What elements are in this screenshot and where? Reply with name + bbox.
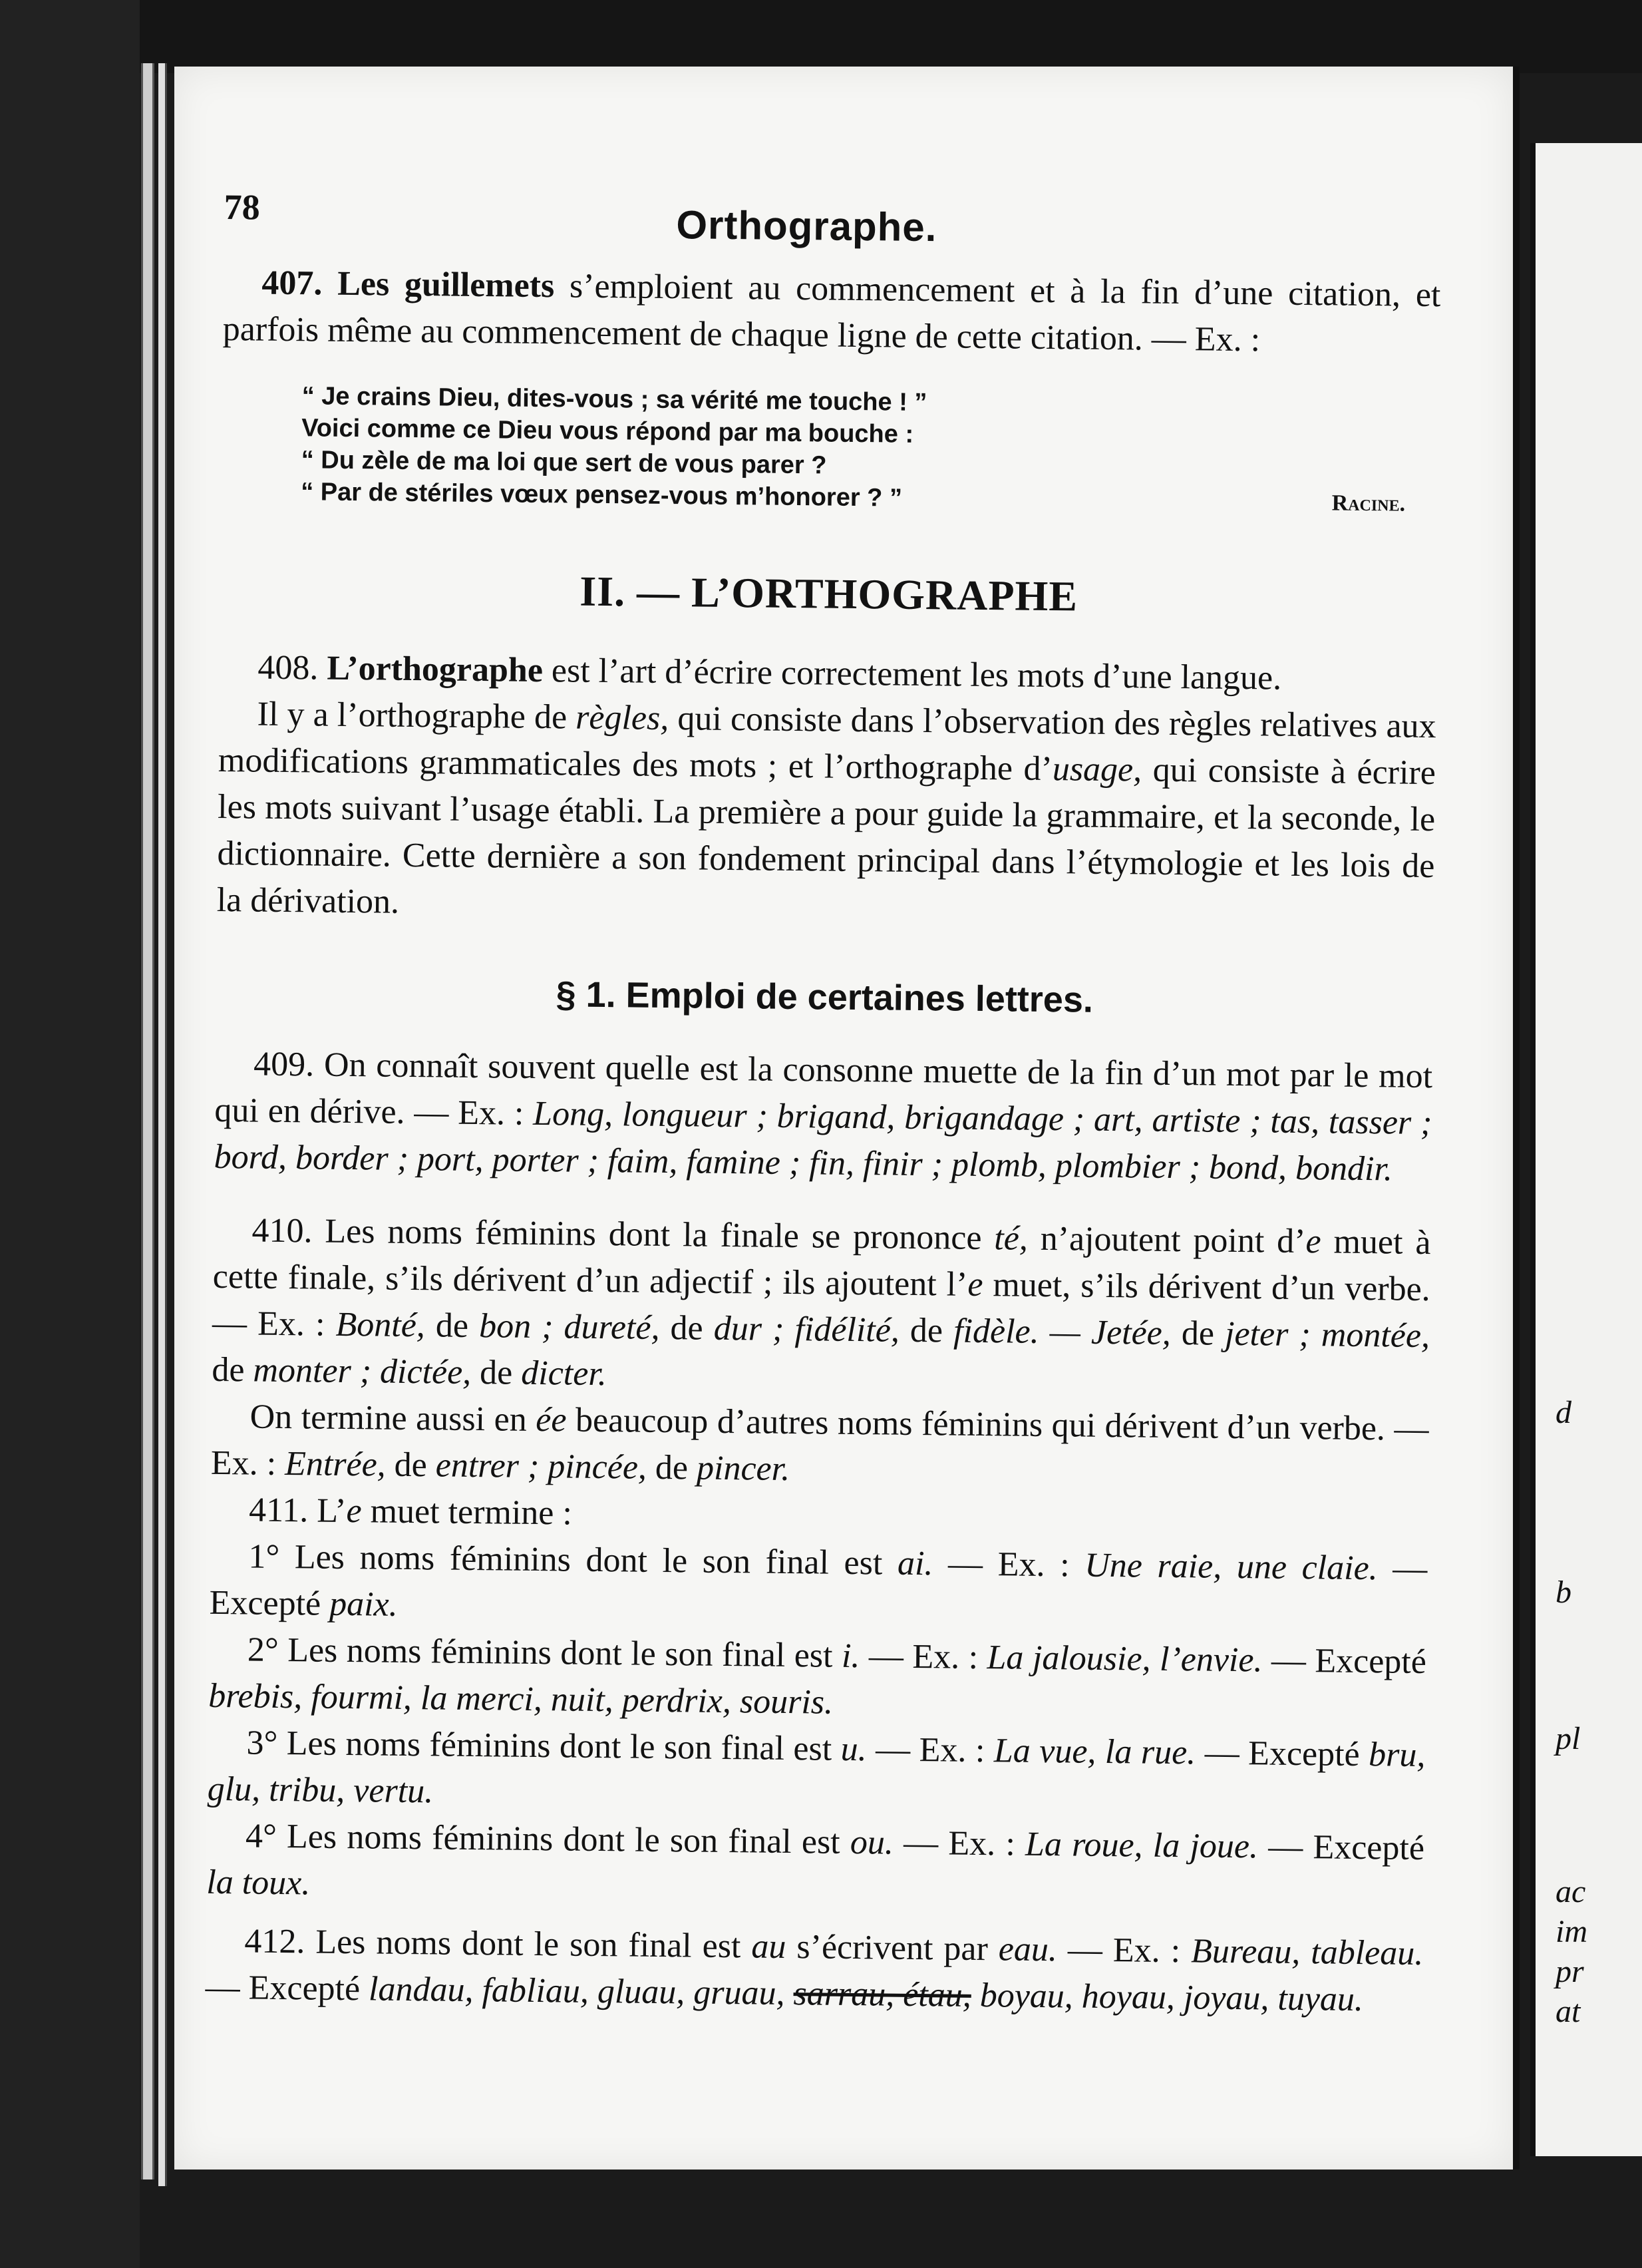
text-run: — Excepté [209, 1549, 1428, 1623]
subsection-title: § 1. Emploi de certaines lettres. [556, 974, 1094, 1020]
list-item [207, 1720, 1425, 1825]
text-run: de [385, 1445, 436, 1485]
emphasis: ai. [897, 1544, 933, 1583]
example-word: fidèle. — Jetée, [953, 1312, 1172, 1352]
text-run: Il y a l’orthographe de [257, 695, 576, 737]
emphasis: usage, [1052, 750, 1142, 789]
text-run: Les noms féminins dont le son final est [279, 1537, 898, 1583]
citation-line: “ Du zèle de ma loi que sert de vous parer ? [301, 446, 827, 480]
emphasis: e [346, 1492, 362, 1531]
examples: La vue, la rue. [993, 1732, 1196, 1772]
exceptions: brebis, fourmi, la merci, nuit, perdrix, souris. [208, 1676, 834, 1722]
citation-block [300, 380, 1406, 519]
text-run: de [646, 1448, 697, 1487]
next-page-fragment: b [1556, 1575, 1571, 1610]
emphasis: i. [841, 1636, 860, 1676]
scan-left-border [0, 0, 140, 2268]
text-run: Les noms dont le son final est [305, 1923, 752, 1966]
next-page-edge [1530, 143, 1642, 2156]
paragraph-text: est l’art d’écrire correctement les mots d’une langue. [542, 652, 1282, 697]
examples: La roue, la joue. [1025, 1825, 1259, 1866]
text-run: — Excepté [1262, 1641, 1427, 1682]
emphasis: e [967, 1265, 983, 1304]
text-run: s’écrivent par [786, 1927, 999, 1969]
text-run: n’ajoutent point d’ [1027, 1219, 1306, 1261]
example-word: Bonté, [335, 1305, 426, 1345]
example-word: Entrée, [284, 1445, 387, 1484]
text-run: — Ex. : [866, 1730, 995, 1770]
exceptions: paix. [329, 1585, 398, 1624]
emphasis: u. [840, 1730, 868, 1769]
paragraph-text: s’emploient au commencement et à la fin d’une citation, et parfois même au commencement de chaque ligne de cette citation. — Ex. : [222, 267, 1441, 359]
text-run: muet à cette finale, s’ils dérivent d’un adjectif ; ils ajoutent l’ [212, 1223, 1431, 1304]
list-item [206, 1813, 1424, 1919]
text-run: muet, s’ils dérivent d’un verbe. — Ex. : [212, 1266, 1431, 1344]
paragraph-number: 407. [261, 264, 323, 303]
emphasis: au [751, 1927, 786, 1966]
paragraph-410 [212, 1207, 1431, 1406]
citation-line: “ Je crains Dieu, dites-vous ; sa vérité me touche ! ” [301, 382, 927, 417]
paragraph-412 [205, 1918, 1423, 2024]
list-marker: 2° [247, 1630, 279, 1669]
book-spine-edge [141, 63, 154, 2179]
text-run: L’ [307, 1491, 347, 1531]
term: Les guillemets [337, 264, 555, 305]
text-run: de [470, 1353, 522, 1392]
struck-exceptions: sarrau, étau, [793, 1975, 972, 2014]
citation-line: Voici comme ce Dieu vous répond par ma bouche : [301, 414, 914, 449]
example-word: jeter ; montée, [1224, 1314, 1430, 1356]
paragraph-number: 412. [244, 1922, 305, 1961]
text-run: de [212, 1350, 253, 1390]
examples: Long, longueur ; brigand, brigandage ; art, artiste ; tas, tasser ; bord, border ; port, porter ; faim, famine ; fin, finir ; plomb, plombier ; bond, bondir. [214, 1094, 1432, 1189]
running-head [224, 186, 1442, 272]
list-marker: 4° [245, 1817, 277, 1855]
example-word: entrer ; pincée, [435, 1446, 647, 1487]
paragraph-408-continued [216, 691, 1436, 936]
example-word: dicter. [521, 1354, 607, 1394]
page-number: 78 [224, 186, 260, 228]
emphasis: règles, [575, 698, 669, 738]
text-run: On termine aussi en [249, 1398, 536, 1439]
text-run: Les noms féminins dont le son final est [277, 1724, 842, 1768]
text-run: — Excepté [1257, 1827, 1425, 1868]
example-word: bon ; dureté, [478, 1307, 660, 1347]
text-run: beaucoup d’autres noms féminins qui dérivent d’un verbe. — Ex. : [210, 1401, 1429, 1483]
text-run: de [424, 1306, 480, 1346]
text-run: — Ex. : [933, 1545, 1085, 1585]
exceptions: landau, fabliau, gluau, gruau, [368, 1970, 794, 2013]
text-run: muet termine : [361, 1492, 573, 1533]
text-run: Les noms féminins dont le son final est [276, 1817, 851, 1861]
paragraph-number: 411. [248, 1491, 309, 1530]
examples: Bureau, tableau. [1190, 1932, 1424, 1973]
paragraph-number: 410. [251, 1211, 313, 1250]
next-page-fragment: pr [1556, 1954, 1584, 1989]
example-word: monter ; dictée, [253, 1351, 472, 1392]
section-title: II. — L’ORTHOGRAPHE [579, 567, 1078, 620]
examples: La jalousie, l’envie. [987, 1638, 1263, 1680]
list-item [209, 1533, 1427, 1639]
emphasis: ée [536, 1401, 567, 1439]
emphasis: ou. [850, 1823, 894, 1862]
next-page-fragment: ac [1556, 1874, 1586, 1909]
text-run: de [899, 1311, 954, 1350]
text-run: — Ex. : [860, 1637, 987, 1677]
citation-line: “ Par de stériles vœux pensez-vous m’honorer ? ” [300, 478, 903, 512]
running-title: Orthographe. [676, 202, 937, 250]
emphasis: e [1305, 1223, 1321, 1261]
examples: Une raie, une claie. [1084, 1546, 1379, 1588]
text-run: Les noms féminins dont le son final est [278, 1630, 842, 1675]
citation-author: Racine. [1331, 490, 1406, 516]
example-word: dur ; fidélité, [713, 1309, 900, 1350]
emphasis: té, [994, 1219, 1029, 1258]
text-run: — Ex. : [1057, 1931, 1192, 1971]
list-marker: 1° [248, 1537, 280, 1576]
text-run: — Excepté [205, 1968, 369, 2008]
text-run: qui consiste à écrire les mots suivant l’usage établi. La première a pour guide la grammaire, et la seconde, le dictionnaire. Cette dernière a son fondement principal dans l’étymologie et les lois de la dérivation. [216, 751, 1436, 921]
next-page-fragment: im [1556, 1914, 1587, 1949]
paragraph-number: 409. [253, 1045, 315, 1084]
paragraph-407 [222, 260, 1440, 365]
text-run: de [659, 1308, 715, 1348]
paragraph-number: 408. [257, 648, 319, 687]
term: L’orthographe [327, 649, 544, 690]
example-word: pincer. [696, 1449, 790, 1489]
text-run: — Excepté [1195, 1734, 1369, 1774]
exceptions: boyau, hoyau, joyau, tuyau. [971, 1976, 1364, 2019]
exceptions: la toux. [206, 1863, 311, 1903]
next-page-fragment: d [1556, 1395, 1571, 1430]
text-run: qui consiste dans l’observation des règles relatives aux modifications grammaticales des mots ; et l’orthographe d’ [218, 699, 1436, 789]
book-page [174, 67, 1520, 2170]
exceptions: bru, glu, tribu, vertu. [207, 1736, 1426, 1811]
emphasis: eau. [998, 1930, 1058, 1969]
paragraph-text: On connaît souvent quelle est la consonne muette de la fin d’un mot par le mot qui en dérive. — Ex. : [214, 1045, 1433, 1133]
paragraph-410-continued [211, 1394, 1429, 1499]
next-page-fragment: pl [1556, 1721, 1581, 1756]
list-item [208, 1626, 1426, 1732]
list-marker: 3° [246, 1724, 278, 1762]
text-run: de [1170, 1314, 1226, 1353]
scan-top-border [0, 0, 1642, 73]
text-run: — Ex. : [893, 1823, 1026, 1863]
page-content [205, 186, 1442, 2024]
paragraph-409 [214, 1041, 1432, 1193]
text-run: Les noms féminins dont la finale se prononce [312, 1212, 995, 1258]
next-page-fragment: at [1556, 1994, 1581, 2029]
book-spine-edge-inner [158, 63, 167, 2186]
